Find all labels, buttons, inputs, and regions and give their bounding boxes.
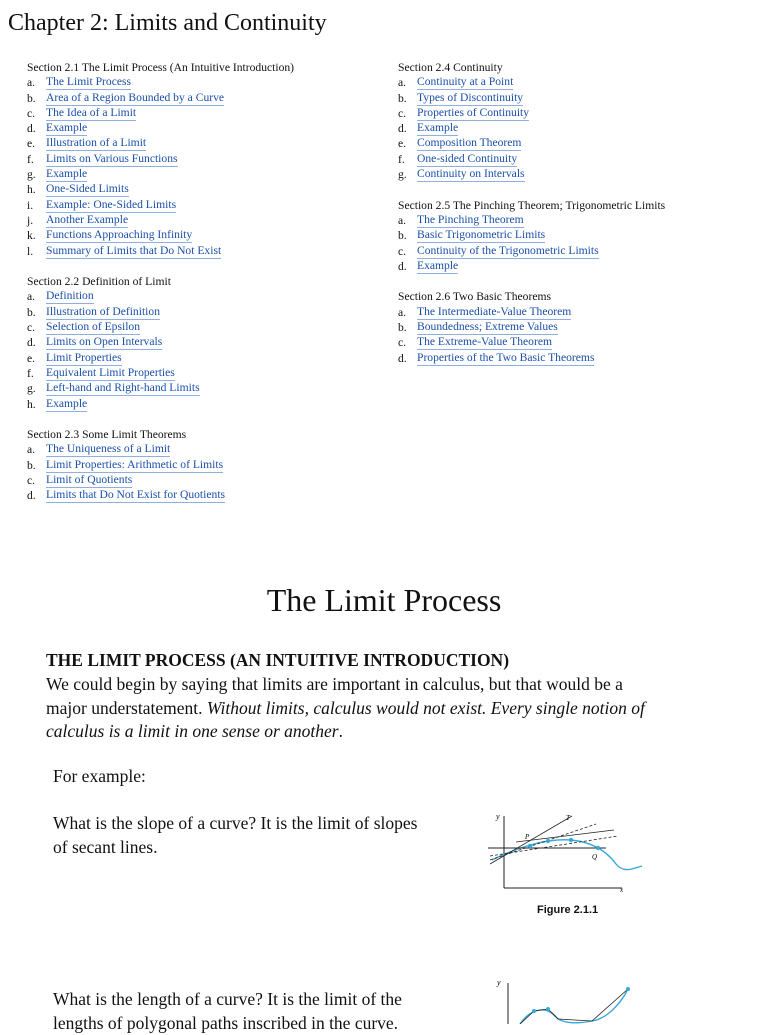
vertex-2 — [546, 1007, 550, 1011]
toc-item — [27, 198, 377, 213]
x-axis-label: x — [620, 886, 624, 894]
toc-item-link[interactable]: Continuity at a Point — [417, 75, 514, 89]
toc-item — [398, 244, 758, 259]
toc-item-link[interactable]: Selection of Epsilon — [46, 320, 141, 334]
point-q — [596, 846, 600, 850]
polygonal-path — [520, 989, 628, 1024]
intro-paragraph — [46, 673, 666, 744]
toc-item — [27, 213, 377, 228]
toc-item — [398, 136, 758, 151]
toc-item — [398, 121, 758, 136]
toc-item-letter: c. — [27, 474, 36, 488]
toc-item-letter: d. — [398, 122, 407, 136]
toc-item-link[interactable]: Example — [417, 121, 459, 135]
toc-item-link[interactable]: Properties of the Two Basic Theorems — [417, 350, 595, 364]
point-t-label: T — [566, 814, 570, 822]
toc-item — [27, 335, 377, 350]
toc-item — [27, 320, 377, 335]
intro-text-end: . — [338, 721, 343, 741]
toc-item — [398, 75, 758, 90]
toc-item-link[interactable]: Limits on Various Functions — [46, 151, 178, 165]
toc-section — [398, 289, 758, 365]
toc-section-title: Section 2.6 Two Basic Theorems — [398, 290, 551, 304]
toc-item-link[interactable]: The Intermediate-Value Theorem — [417, 304, 572, 318]
figure-caption: Figure 2.1.1 — [537, 904, 599, 916]
toc-item-letter: d. — [398, 351, 407, 365]
toc-item-link[interactable]: Limit Properties: Arithmetic of Limits — [46, 457, 224, 471]
toc-item-link[interactable]: Limits on Open Intervals — [46, 335, 163, 349]
toc-item-letter: f. — [27, 366, 34, 380]
toc-item-link[interactable]: Example — [46, 121, 88, 135]
toc-section-title: Section 2.3 Some Limit Theorems — [27, 428, 187, 442]
toc-item — [27, 106, 377, 121]
point-p-label: P — [525, 833, 530, 841]
toc-item — [27, 91, 377, 106]
toc-section — [27, 60, 377, 259]
toc-item — [27, 121, 377, 136]
toc-item-link[interactable]: Boundedness; Extreme Values — [417, 320, 558, 334]
toc-item-link[interactable]: Another Example — [46, 212, 129, 226]
toc-item — [27, 152, 377, 167]
toc-item — [27, 488, 377, 503]
toc-item-link[interactable]: Illustration of Definition — [46, 304, 160, 318]
intro-text-italic: Without limits, calculus would not exist. Every single notion of calculus is a limit in one sense or another — [46, 697, 645, 741]
toc-item-letter: b. — [27, 91, 36, 105]
toc-item-letter: h. — [27, 183, 36, 197]
toc-item-letter: a. — [398, 76, 407, 90]
toc-item-link[interactable]: Example — [46, 167, 88, 181]
toc-item — [27, 381, 377, 396]
toc-item-link[interactable]: Limits that Do Not Exist for Quotients — [46, 488, 226, 502]
toc-item-letter: d. — [27, 336, 36, 350]
toc-item-letter: a. — [27, 290, 36, 304]
toc-item-letter: g. — [27, 168, 36, 182]
toc-item-link[interactable]: One-sided Continuity — [417, 151, 518, 165]
toc-item-link[interactable]: Properties of Continuity — [417, 105, 530, 119]
toc-item-letter: c. — [398, 106, 407, 120]
toc-section-title: Section 2.2 Definition of Limit — [27, 275, 171, 289]
toc-item-link[interactable]: Composition Theorem — [417, 136, 522, 150]
toc-item-letter: g. — [398, 168, 407, 182]
toc-item-link[interactable]: Equivalent Limit Properties — [46, 365, 175, 379]
toc-item — [398, 335, 758, 350]
toc-item-letter: k. — [27, 229, 36, 243]
toc-item — [27, 442, 377, 457]
toc-item-letter: e. — [398, 137, 407, 151]
toc-item-letter: c. — [27, 321, 36, 335]
vertex-3 — [626, 987, 630, 991]
toc-item-letter: a. — [398, 213, 407, 227]
toc-item-letter: i. — [27, 198, 34, 212]
toc-item — [27, 366, 377, 381]
toc-item — [398, 213, 758, 228]
toc-item-letter: l. — [27, 244, 34, 258]
toc-item-letter: d. — [398, 259, 407, 273]
toc-item-letter: j. — [27, 213, 34, 227]
toc-item — [398, 320, 758, 335]
toc-item-letter: a. — [398, 305, 407, 319]
chapter-title: Chapter 2: Limits and Continuity — [8, 10, 327, 36]
toc-item — [27, 473, 377, 488]
toc-section-title: Section 2.1 The Limit Process (An Intuitive Introduction) — [27, 61, 295, 74]
toc-item — [398, 351, 758, 366]
toc-section — [398, 60, 758, 182]
figure-secant-lines — [486, 808, 646, 900]
toc-section — [398, 198, 758, 274]
figure-polygonal-path — [490, 975, 650, 1024]
point-q-label: Q — [592, 853, 598, 861]
toc-item — [27, 458, 377, 473]
toc-item — [27, 244, 377, 259]
toc-item — [27, 75, 377, 90]
toc-section — [27, 274, 377, 412]
toc-item-link[interactable]: One-Sided Limits — [46, 182, 129, 196]
toc-item-link[interactable]: Left-hand and Right-hand Limits — [46, 381, 200, 395]
toc-item-link[interactable]: Example — [46, 396, 88, 410]
toc-item — [27, 289, 377, 304]
toc-item-link[interactable]: Definition — [46, 289, 94, 303]
for-example-text: For example: — [53, 766, 146, 786]
toc-item — [398, 167, 758, 182]
toc-item-link[interactable]: Limit Properties — [46, 350, 122, 364]
toc-column-left — [27, 60, 377, 519]
toc-item-letter: d. — [27, 122, 36, 136]
toc-item-letter: a. — [27, 443, 36, 457]
toc-item-link[interactable]: The Uniqueness of a Limit — [46, 442, 171, 456]
toc-item-letter: c. — [398, 336, 407, 350]
toc-item-letter: d. — [27, 489, 36, 503]
toc-item-letter: a. — [27, 76, 36, 90]
toc-section — [27, 427, 377, 503]
toc-item-link[interactable]: The Idea of a Limit — [46, 105, 137, 119]
question-slope: What is the slope of a curve? It is the limit of slopes of secant lines. — [53, 813, 418, 857]
toc-item-link[interactable]: Summary of Limits that Do Not Exist — [46, 243, 222, 257]
toc-item-link[interactable]: Continuity on Intervals — [417, 167, 525, 181]
toc-item-letter: e. — [27, 351, 36, 365]
curve — [520, 989, 628, 1024]
toc-item-link[interactable]: Example: One-Sided Limits — [46, 197, 177, 211]
toc-item — [27, 397, 377, 412]
toc-section-title: Section 2.5 The Pinching Theorem; Trigonometric Limits — [398, 198, 666, 212]
toc-item-letter: c. — [398, 244, 407, 258]
toc-column-right — [398, 60, 758, 381]
toc-item-link[interactable]: Illustration of a Limit — [46, 136, 147, 150]
intro-heading: THE LIMIT PROCESS (AN INTUITIVE INTRODUCTION) — [46, 650, 510, 670]
toc-item-link[interactable]: Functions Approaching Infinity — [46, 228, 193, 242]
toc-item-link[interactable]: Area of a Region Bounded by a Curve — [46, 90, 225, 104]
toc-item-letter: b. — [27, 305, 36, 319]
point-1 — [546, 839, 550, 843]
question-length: What is the length of a curve? It is the limit of the lengths of polygonal paths inscribed in the curve. — [53, 989, 402, 1033]
toc-item — [27, 136, 377, 151]
toc-item — [27, 182, 377, 197]
toc-item-letter: f. — [27, 152, 34, 166]
toc-item-letter: e. — [27, 137, 36, 151]
toc-item-link[interactable]: Continuity of the Trigonometric Limits — [417, 243, 599, 257]
toc-item-letter: b. — [398, 321, 407, 335]
point-2 — [569, 838, 573, 842]
toc-item-link[interactable]: The Limit Process — [46, 75, 132, 89]
toc-item — [398, 91, 758, 106]
toc-item — [27, 167, 377, 182]
toc-item — [398, 106, 758, 121]
vertex-1 — [532, 1009, 536, 1013]
toc-item-link[interactable]: Types of Discontinuity — [417, 90, 524, 104]
toc-item-letter: c. — [27, 106, 36, 120]
toc-item — [398, 228, 758, 243]
toc-item — [398, 152, 758, 167]
toc-item — [27, 228, 377, 243]
toc-item — [398, 259, 758, 274]
toc-item-link[interactable]: Basic Trigonometric Limits — [417, 228, 546, 242]
toc-item-letter: b. — [398, 229, 407, 243]
toc-item-letter: b. — [398, 91, 407, 105]
page-heading: The Limit Process — [266, 582, 502, 618]
y-axis-label: y — [497, 978, 501, 987]
toc-item-letter: b. — [27, 458, 36, 472]
toc-item — [27, 351, 377, 366]
toc-item-letter: f. — [398, 152, 405, 166]
toc-item-letter: h. — [27, 397, 36, 411]
intro-text-plain: We could begin by saying that limits are important in calculus, but that would be a major understatement. — [46, 674, 623, 718]
toc-section-title: Section 2.4 Continuity — [398, 61, 503, 74]
point-p — [528, 844, 532, 848]
toc-item-link[interactable]: Limit of Quotients — [46, 473, 133, 487]
y-axis-label: y — [496, 812, 500, 821]
toc-item-link[interactable]: The Pinching Theorem — [417, 212, 524, 226]
toc-item — [27, 305, 377, 320]
toc-item — [398, 305, 758, 320]
toc-item-link[interactable]: The Extreme-Value Theorem — [417, 335, 552, 349]
toc-item-letter: g. — [27, 382, 36, 396]
toc-item-link[interactable]: Example — [417, 258, 459, 272]
